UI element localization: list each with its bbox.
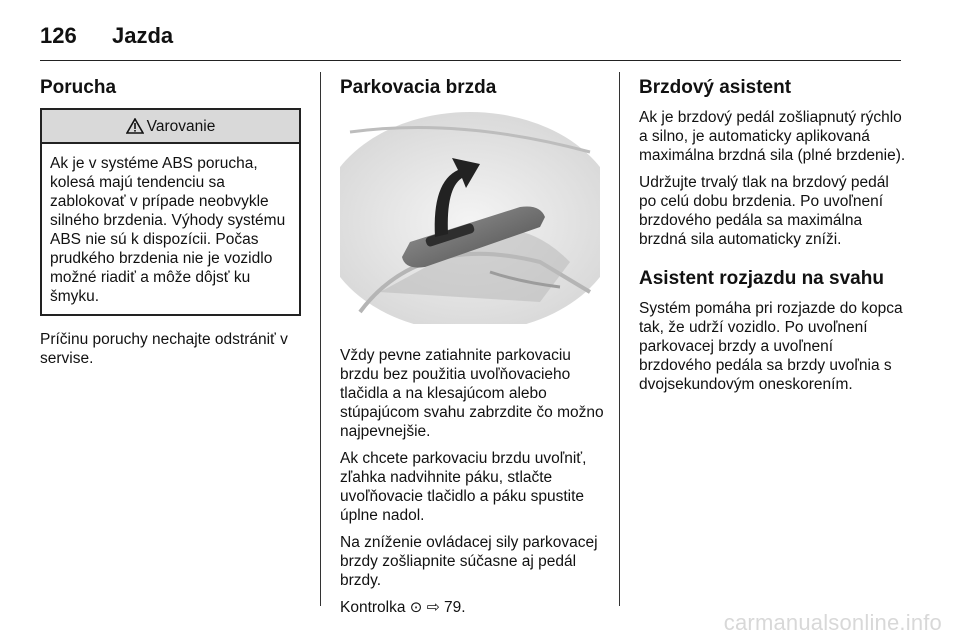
chapter-title: Jazda bbox=[112, 23, 174, 48]
warning-header bbox=[42, 110, 299, 144]
column-divider bbox=[320, 72, 321, 606]
parkovacia-p3: Na zníženie ovládacej sily parkovacej brzdy zošliapnite súčasne aj pedál brzdy. bbox=[340, 534, 598, 589]
section-title-porucha: Porucha bbox=[40, 77, 117, 98]
column-brzdovy-asistent bbox=[639, 76, 907, 402]
header-rule bbox=[40, 60, 901, 61]
brake-warning-icon: ⊙ bbox=[409, 599, 423, 616]
page-ref-arrow-icon: ⇨ bbox=[426, 599, 440, 616]
column-parkovacia-brzda bbox=[340, 76, 604, 625]
porucha-text: Príčinu poruchy nechajte odstrániť v servise. bbox=[40, 331, 288, 367]
watermark: carmanualsonline.info bbox=[723, 610, 942, 635]
rozjazd-p1: Systém pomáha pri rozjazde do kopca tak, že udrží vozidlo. Po uvoľnení parkovacej brzdy a uvoľnení brzdového pedála sa brzdy uvoľnia s dvojsekundovým oneskorením. bbox=[639, 300, 903, 393]
parkovacia-p1: Vždy pevne zatiahnite parkovaciu brzdu bez použitia uvoľňovacieho tlačidla a na klesajúcom alebo stúpajúcom svahu zabrzdite čo možno najpevnejšie. bbox=[340, 347, 604, 440]
parkovacia-p4 bbox=[340, 598, 604, 617]
parking-brake-illustration bbox=[340, 112, 600, 324]
warning-title: Varovanie bbox=[146, 117, 216, 135]
warning-triangle-icon bbox=[126, 118, 144, 134]
section-title-rozjazd: Asistent rozjazdu na svahu bbox=[639, 268, 884, 289]
parkovacia-p2: Ak chcete parkovaciu brzdu uvoľniť, zľahka nadvihnite páku, stlačte uvoľňovacie tlačidlo a páku spustite úplne nadol. bbox=[340, 450, 587, 524]
page-ref-link[interactable]: 79. bbox=[444, 599, 466, 616]
section-title-parkovacia-brzda: Parkovacia brzda bbox=[340, 77, 497, 98]
section-title-brzdovy-asistent: Brzdový asistent bbox=[639, 77, 792, 98]
warning-box bbox=[40, 108, 301, 316]
asistent-p2: Udržujte trvalý tlak na brzdový pedál po celú dobu brzdenia. Po uvoľnení brzdového pedála sa maximálna brzdná sila automaticky zníži. bbox=[639, 174, 889, 248]
warning-text: Ak je v systéme ABS porucha, kolesá majú tendenciu sa zablokovať v prípade neobvykle silného brzdenia. Výhody systému ABS nie sú k dispozícii. Počas prudkého brzdenia nie je vozidlo možné riadiť a môže dôjsť ku šmyku. bbox=[50, 155, 286, 305]
page-number: 126 bbox=[40, 23, 77, 48]
asistent-p1: Ak je brzdový pedál zošliapnutý rýchlo a silno, je automaticky aplikovaná maximálna brzdná sila (plné brzdenie). bbox=[639, 109, 906, 164]
page-header bbox=[40, 16, 173, 56]
column-divider bbox=[619, 72, 620, 606]
kontrolka-label: Kontrolka bbox=[340, 599, 406, 616]
column-porucha bbox=[40, 76, 301, 376]
